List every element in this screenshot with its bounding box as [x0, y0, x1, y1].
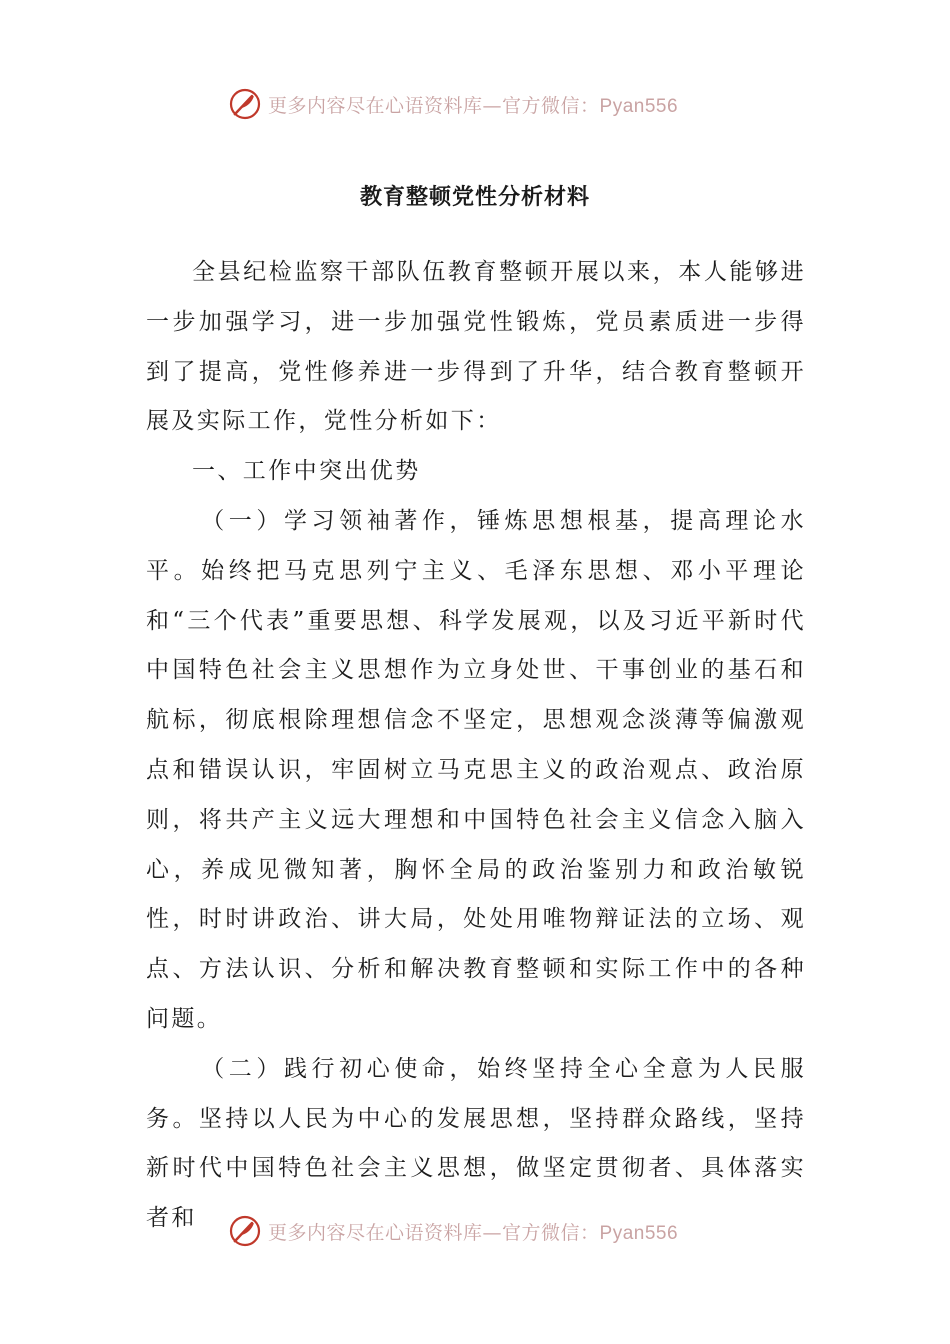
document-body	[146, 248, 806, 1244]
paragraph-point-2: （二）践行初心使命，始终坚持全心全意为人民服务。坚持以人民为中心的发展思想，坚持群众路线，坚持新时代中国特色社会主义思想，做坚定贯彻者、具体落实者和	[146, 1055, 806, 1232]
watermark-text: 更多内容尽在心语资料库—官方微信：Pyan556	[268, 94, 679, 117]
watermark-banner-top	[228, 86, 748, 122]
feather-pen-logo-icon	[228, 87, 262, 121]
section-heading: 一、工作中突出优势	[192, 458, 421, 485]
feather-pen-logo-icon	[228, 1214, 262, 1248]
paragraph-intro: 全县纪检监察干部队伍教育整顿开展以来，本人能够进一步加强学习，进一步加强党性锻炼，党员素质进一步得到了提高，党性修养进一步得到了升华，结合教育整顿开展及实际工作，党性分析如下：	[146, 259, 806, 435]
watermark-text: 更多内容尽在心语资料库—官方微信：Pyan556	[268, 1221, 679, 1244]
watermark-banner-bottom	[228, 1213, 748, 1249]
paragraph-point-1: （一）学习领袖著作，锤炼思想根基，提高理论水平。始终把马克思列宁主义、毛泽东思想、邓小平理论和“三个代表”重要思想、科学发展观，以及习近平新时代中国特色社会主义思想作为立身处世、干事创业的基石和航标，彻底根除理想信念不坚定，思想观念淡薄等偏激观点和错误认识，牢固树立马克思主义的政治观点、政治原则，将共产主义远大理想和中国特色社会主义信念入脑入心，养成见微知著，胸怀全局的政治鉴别力和政治敏锐性，时时讲政治、讲大局，处处用唯物辩证法的立场、观点、方法认识、分析和解决教育整顿和实际工作中的各种问题。	[146, 507, 806, 1032]
document-title: 教育整顿党性分析材料	[359, 185, 590, 210]
